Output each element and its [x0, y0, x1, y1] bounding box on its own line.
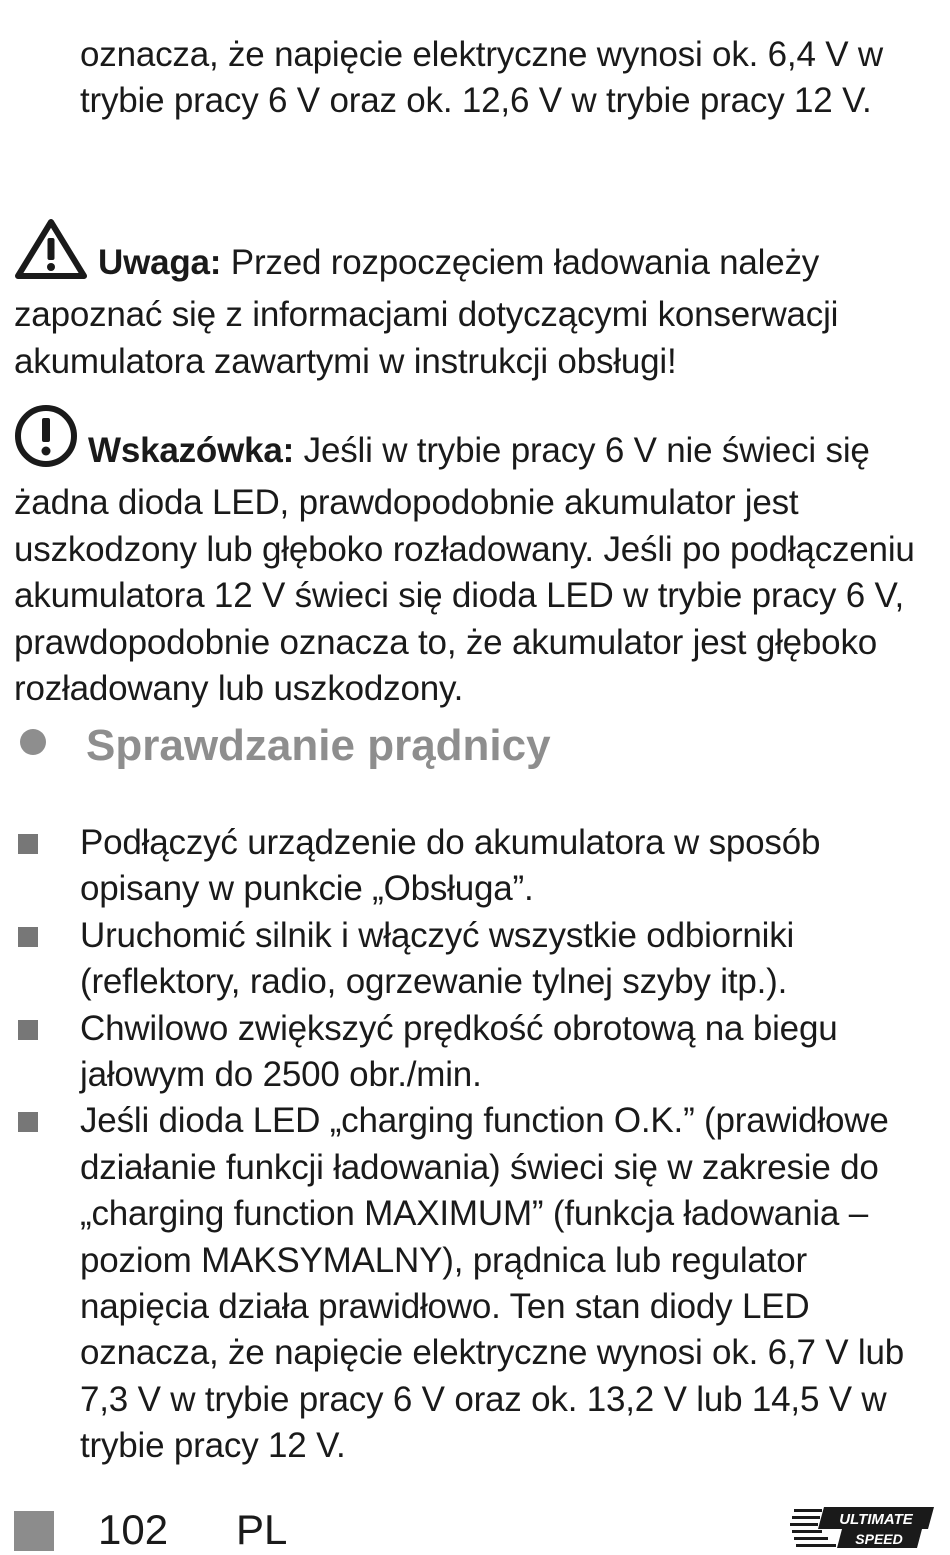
square-bullet-icon	[18, 1112, 38, 1132]
steps-list	[14, 820, 930, 1470]
logo-text-top: ULTIMATE	[839, 1511, 913, 1528]
square-bullet-icon	[18, 834, 38, 854]
step-text: Podłączyć urządzenie do akumulatora w sposób opisany w punkcie „Obsługa”.	[80, 823, 821, 909]
page-footer	[14, 1505, 936, 1551]
intro-paragraph: oznacza, że napięcie elektryczne wynosi ok. 6,4 V w trybie pracy 6 V oraz ok. 12,6 V w trybie pracy 12 V.	[80, 35, 883, 121]
list-item	[14, 1098, 930, 1469]
page-marker	[14, 1511, 54, 1551]
warning-triangle-icon	[14, 218, 88, 292]
warning-text: Przed rozpoczęciem ładowania należy zapoznać się z informacjami dotyczącymi konserwacji akumulatora zawartymi w instrukcji obsługi!	[14, 243, 839, 381]
ultimate-speed-logo	[790, 1505, 936, 1549]
hint-text: Jeśli w trybie pracy 6 V nie świeci się żadna dioda LED, prawdopodobnie akumulator jest uszkodzony lub głęboko rozładowany. Jeśli po podłączeniu akumulatora 12 V świeci się dioda LED w trybie pracy 6 V, prawdopodobnie oznacza to, że akumulator jest głęboko rozładowany lub uszkodzony.	[14, 431, 915, 709]
warning-label: Uwaga:	[98, 243, 222, 282]
section-title: Sprawdzanie prądnicy	[86, 721, 551, 770]
page-number: 102	[98, 1506, 169, 1553]
square-bullet-icon	[18, 1020, 38, 1040]
step-text: Chwilowo zwiększyć prędkość obrotową na biegu jałowym do 2500 obr./min.	[80, 1008, 838, 1095]
step-text: Jeśli dioda LED „charging function O.K.” (prawidłowe działanie funkcji ładowania) świeci się w zakresie do „charging function MAXIMUM” (funkcja ładowania – poziom MAKSYMALNY), prądnica lub regulator napięcia działa prawidłowo. Ten stan diody LED oznacza, że napięcie elektryczne wynosi ok. 6,7 V lub 7,3 V w trybie pracy 6 V oraz ok. 13,2 V lub 14,5 V w trybie pracy 12 V.	[80, 1101, 905, 1466]
heading-bullet-icon	[20, 729, 46, 755]
exclamation-circle-icon	[14, 404, 78, 480]
list-item	[14, 820, 930, 913]
section-heading	[14, 718, 914, 774]
warning-note	[14, 218, 930, 385]
hint-label: Wskazówka:	[88, 431, 295, 470]
language-code: PL	[236, 1506, 288, 1553]
list-item	[14, 913, 930, 1006]
list-item	[14, 1006, 930, 1099]
step-text: Uruchomić silnik i włączyć wszystkie odbiorniki (reflektory, radio, ogrzewanie tylnej szyby itp.).	[80, 915, 795, 1002]
square-bullet-icon	[18, 927, 38, 947]
logo-text-bottom: SPEED	[855, 1531, 903, 1547]
hint-note	[14, 404, 930, 712]
